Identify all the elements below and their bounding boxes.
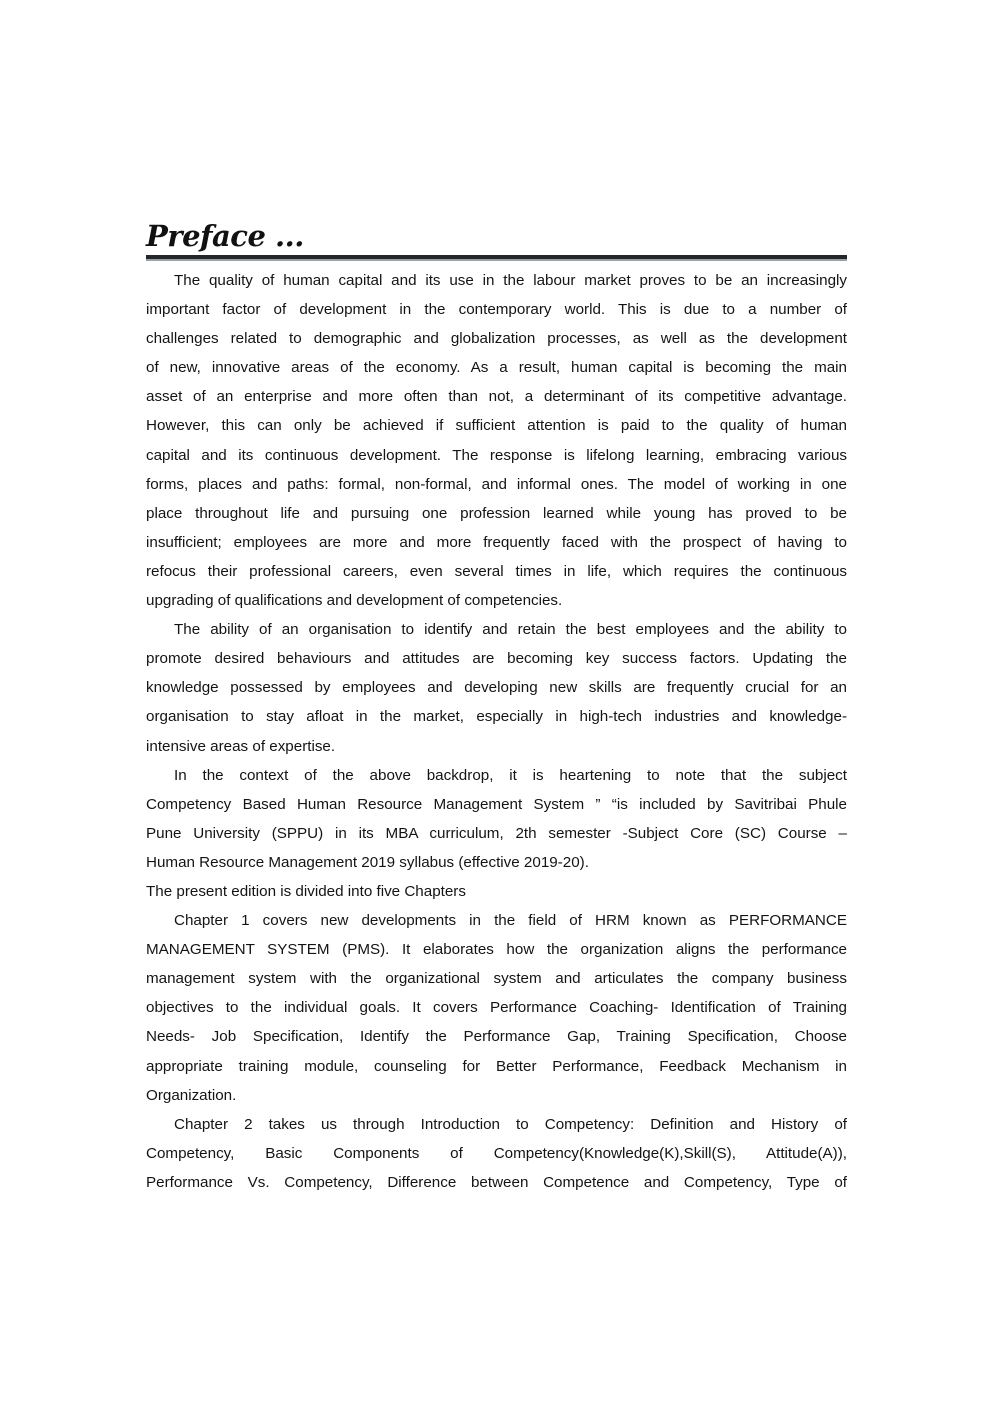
text-line: important factor of development in the contemporary world. This is due to a number of: [146, 301, 847, 319]
text-line: Chapter 2 takes us through Introduction to Competency: Definition and History of: [174, 1115, 847, 1133]
text-line: knowledge possessed by employees and developing new skills are frequently crucial for an: [146, 679, 847, 697]
text-line: objectives to the individual goals. It covers Performance Coaching- Identification of Training: [146, 999, 847, 1017]
text-line: challenges related to demographic and globalization processes, as well as the development: [146, 330, 847, 348]
page-title: Preface ...: [146, 219, 304, 253]
text-line: Competency, Basic Components of Competency(Knowledge(K),Skill(S), Attitude(A)),: [146, 1144, 847, 1162]
title-rule-shadow: [146, 259, 847, 261]
text-line: intensive areas of expertise.: [146, 737, 336, 755]
text-line: In the context of the above backdrop, it is heartening to note that the subject: [174, 766, 847, 784]
preface-body: [146, 266, 847, 1197]
text-line: capital and its continuous development. The response is lifelong learning, embracing various: [146, 446, 847, 464]
text-line: Organization.: [146, 1086, 237, 1104]
text-line: Competency Based Human Resource Management System ” “is included by Savitribai Phule: [146, 795, 847, 813]
text-line: However, this can only be achieved if sufficient attention is paid to the quality of human: [146, 417, 847, 435]
text-line: The quality of human capital and its use in the labour market proves to be an increasingly: [174, 272, 847, 289]
text-line: refocus their professional careers, even several times in life, which requires the continuous: [146, 562, 847, 580]
text-line: promote desired behaviours and attitudes are becoming key success factors. Updating the: [146, 650, 847, 668]
text-line: Chapter 1 covers new developments in the field of HRM known as PERFORMANCE: [174, 912, 847, 930]
text-line: insufficient; employees are more and more frequently faced with the prospect of having to: [146, 533, 847, 551]
text-line: Human Resource Management 2019 syllabus (effective 2019-20).: [146, 853, 589, 871]
text-line: Pune University (SPPU) in its MBA curriculum, 2th semester -Subject Core (SC) Course –: [146, 824, 847, 842]
text-line: Performance Vs. Competency, Difference between Competence and Competency, Type of: [146, 1173, 847, 1191]
text-line: place throughout life and pursuing one profession learned while young has proved to be: [146, 504, 847, 522]
text-line: MANAGEMENT SYSTEM (PMS). It elaborates how the organization aligns the performance: [146, 941, 847, 959]
text-line: The present edition is divided into five Chapters: [146, 882, 466, 900]
text-line: asset of an enterprise and more often than not, a determinant of its competitive advantage.: [146, 388, 847, 406]
text-line: Needs- Job Specification, Identify the Performance Gap, Training Specification, Choose: [146, 1028, 847, 1046]
text-line: organisation to stay afloat in the market, especially in high-tech industries and knowledge-: [146, 708, 847, 726]
text-line: appropriate training module, counseling for Better Performance, Feedback Mechanism in: [146, 1057, 847, 1075]
text-line: of new, innovative areas of the economy. As a result, human capital is becoming the main: [146, 359, 847, 377]
text-line: forms, places and paths: formal, non-formal, and informal ones. The model of working in one: [146, 475, 847, 493]
text-line: upgrading of qualifications and development of competencies.: [146, 592, 563, 610]
text-line: The ability of an organisation to identify and retain the best employees and the ability to: [174, 621, 847, 639]
text-line: management system with the organizational system and articulates the company business: [146, 970, 847, 988]
